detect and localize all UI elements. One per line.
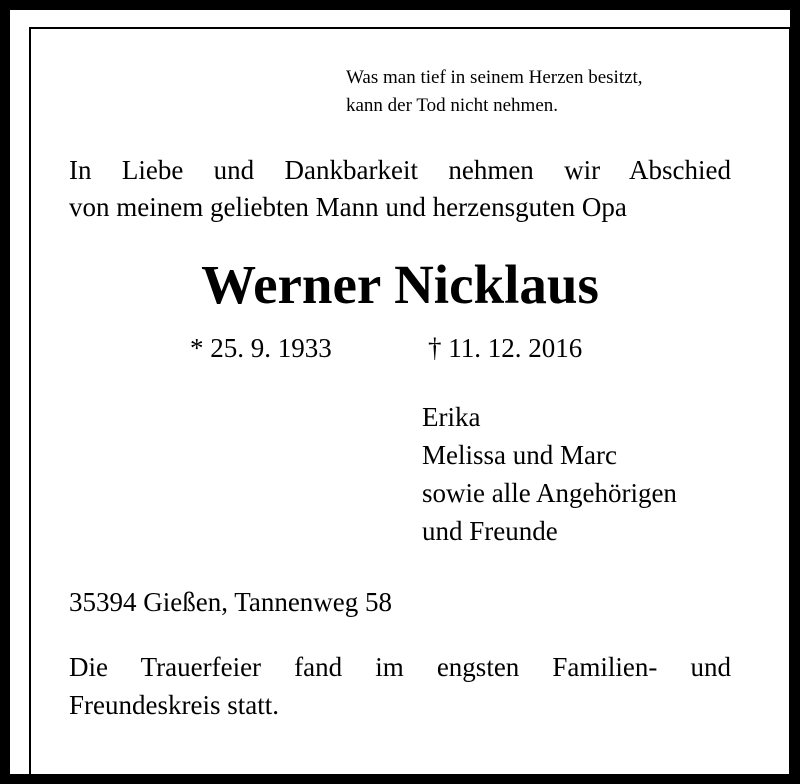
motto-line-2: kann der Tod nicht nehmen.: [346, 95, 559, 116]
family-address: 35394 Gießen, Tannenweg 58: [69, 587, 393, 617]
mourners-list: [422, 398, 677, 550]
deceased-name: Werner Nicklaus: [201, 254, 599, 315]
funeral-note: [69, 648, 731, 724]
mourner-line: und Freunde: [422, 516, 558, 546]
mourner-line: Melissa und Marc: [422, 440, 617, 470]
death-date: † 11. 12. 2016: [428, 333, 583, 363]
intro-text: [69, 152, 731, 226]
mourner-line: Erika: [422, 402, 481, 432]
motto-quote: [346, 64, 646, 120]
funeral-note-line-2: Freundeskreis statt.: [69, 690, 279, 720]
intro-line-2: von meinem geliebten Mann und herzensguten Opa: [69, 192, 627, 222]
mourner-line: sowie alle Angehörigen: [422, 478, 677, 508]
funeral-note-line-1: Die Trauerfeier fand im engsten Familien- und: [69, 652, 731, 682]
motto-line-1: Was man tief in seinem Herzen besitzt,: [346, 67, 643, 88]
birth-date: * 25. 9. 1933: [190, 333, 332, 363]
intro-line-1: In Liebe und Dankbarkeit nehmen wir Abschied: [69, 155, 731, 185]
